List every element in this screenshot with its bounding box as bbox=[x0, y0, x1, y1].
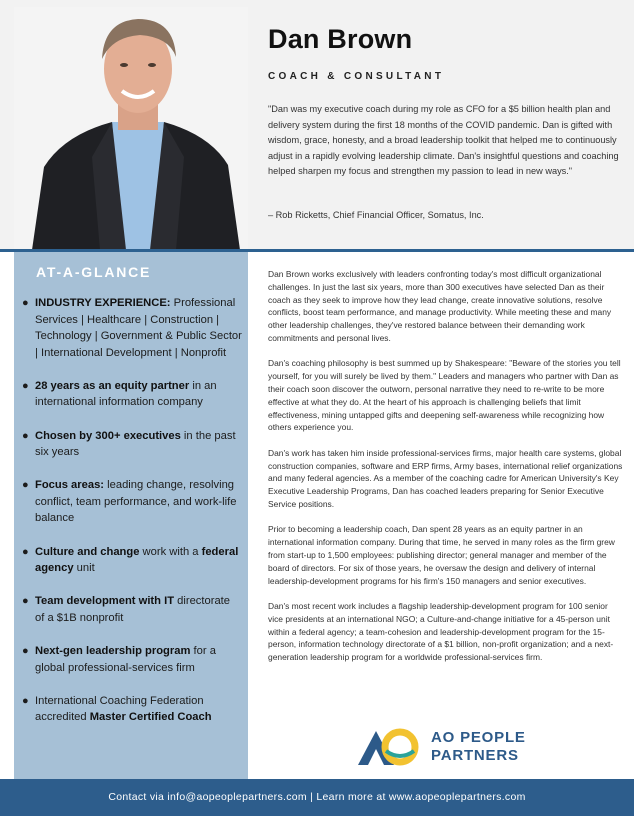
at-a-glance-list bbox=[20, 295, 242, 742]
glance-item: ● Team development with IT directorate of a $1B nonprofit bbox=[22, 595, 231, 624]
portrait-photo bbox=[14, 7, 248, 250]
bio-paragraph: Dan's work has taken him inside professional-services firms, major health care systems, global construction companies, software and ERP firms, Army bases, international relief organizations and many federal agencies. As a member of the coaching cadre for American University's Key Executive Leadership Programs, Dan has coached leaders preparing for Senior Executive Service positions. bbox=[268, 447, 623, 509]
bullet-icon: ● bbox=[22, 595, 29, 608]
glance-item: ● Chosen by 300+ executives in the past six years bbox=[22, 429, 236, 459]
glance-item: ● International Coaching Federation accredited Master Certified Coach bbox=[22, 694, 212, 724]
bullet-icon: ● bbox=[22, 545, 29, 558]
bio-paragraph: Prior to becoming a leadership coach, Dan spent 28 years as an equity partner in an international information company. During that time, he served in many roles as the firm grew from start-up to 1,500 employees: publishing director; general manager and member of the board of directors. For six of those years, he oversaw the design and delivery of internal leadership-development programs for his firm's 150 managers and senior executives. bbox=[268, 524, 615, 586]
contact-footer: Contact via info@aopeoplepartners.com | Learn more at www.aopeoplepartners.com bbox=[0, 779, 634, 816]
logo-text: AO PEOPLE PARTNERS bbox=[431, 729, 526, 764]
glance-item: ● Focus areas: leading change, resolving conflict, team performance, and work-life balance bbox=[22, 479, 237, 525]
testimonial-quote: "Dan was my executive coach during my role as CFO for a $5 billion health plan and delivery system during the first 18 months of the COVID pandemic. Dan is gifted with wisdom, grace, honesty, and a broad leadership toolkit that helped me to continuously adjust in a rapidly evolving leadership climate. Dan's insightful questions and coaching helped sharpen my focus and strengthen my passion to lead in new ways." bbox=[268, 104, 619, 176]
logo-mark-icon bbox=[356, 727, 422, 767]
bullet-icon: ● bbox=[22, 479, 29, 492]
glance-item: ● INDUSTRY EXPERIENCE: Professional Services | Healthcare | Construction | Technology | Government & Public Sector | International Development | Nonprofit bbox=[22, 297, 242, 359]
person-name: Dan Brown bbox=[268, 24, 413, 54]
glance-item: ● Culture and change work with a federal agency unit bbox=[22, 545, 239, 575]
glance-item: ● Next-gen leadership program for a global professional-services firm bbox=[22, 644, 216, 674]
testimonial-attribution: – Rob Ricketts, Chief Financial Officer, Somatus, Inc. bbox=[268, 210, 484, 220]
person-title: COACH & CONSULTANT bbox=[268, 71, 445, 82]
bio-paragraph: Dan's most recent work includes a flagship leadership-development program for 100 senior vice presidents at an international NGO; a Culture-and-change initiative for a 45-person unit within a federal agency; a team-cohesion and leadership-development program for the 15-person, information technology directorate of a $1 billion, non-profit organization; and a next-generation leadership program for a worldwide professional-services firm. bbox=[268, 600, 614, 663]
bullet-icon: ● bbox=[22, 429, 29, 442]
bullet-icon: ● bbox=[22, 379, 29, 392]
bullet-icon: ● bbox=[22, 644, 29, 657]
at-a-glance-sidebar bbox=[14, 252, 248, 779]
bullet-icon: ● bbox=[22, 297, 29, 309]
bullet-icon: ● bbox=[22, 694, 29, 707]
bio-paragraph: Dan's coaching philosophy is best summed up by Shakespeare: "Beware of the stories you tell yourself, for you will surely be lived by them." Leaders and managers who partner with Dan as their coach soon discover the outworn, personal narrative they need to re-write to be more effective at what they do. At the heart of his approach is challenging beliefs that limit effectiveness, mining untapped gifts and deepening self-awareness while recognizing how others experience you. bbox=[268, 358, 621, 433]
ao-people-partners-logo bbox=[356, 727, 556, 773]
bio-paragraph: Dan Brown works exclusively with leaders confronting today's most difficult organizational challenges. In just the last six years, more than 300 executives have selected Dan as their coach as they seek to improve how they lead change, create innovative solutions, resolve conflicts, boost team performance, and manage productivity. While meeting these and many other leadership challenges, they've restored balance between their demanding work commitments and personal lives. bbox=[268, 269, 612, 343]
at-a-glance-title: AT-A-GLANCE bbox=[36, 264, 152, 280]
glance-item: ● 28 years as an equity partner in an international information company bbox=[22, 379, 217, 409]
bio-body bbox=[268, 268, 624, 676]
